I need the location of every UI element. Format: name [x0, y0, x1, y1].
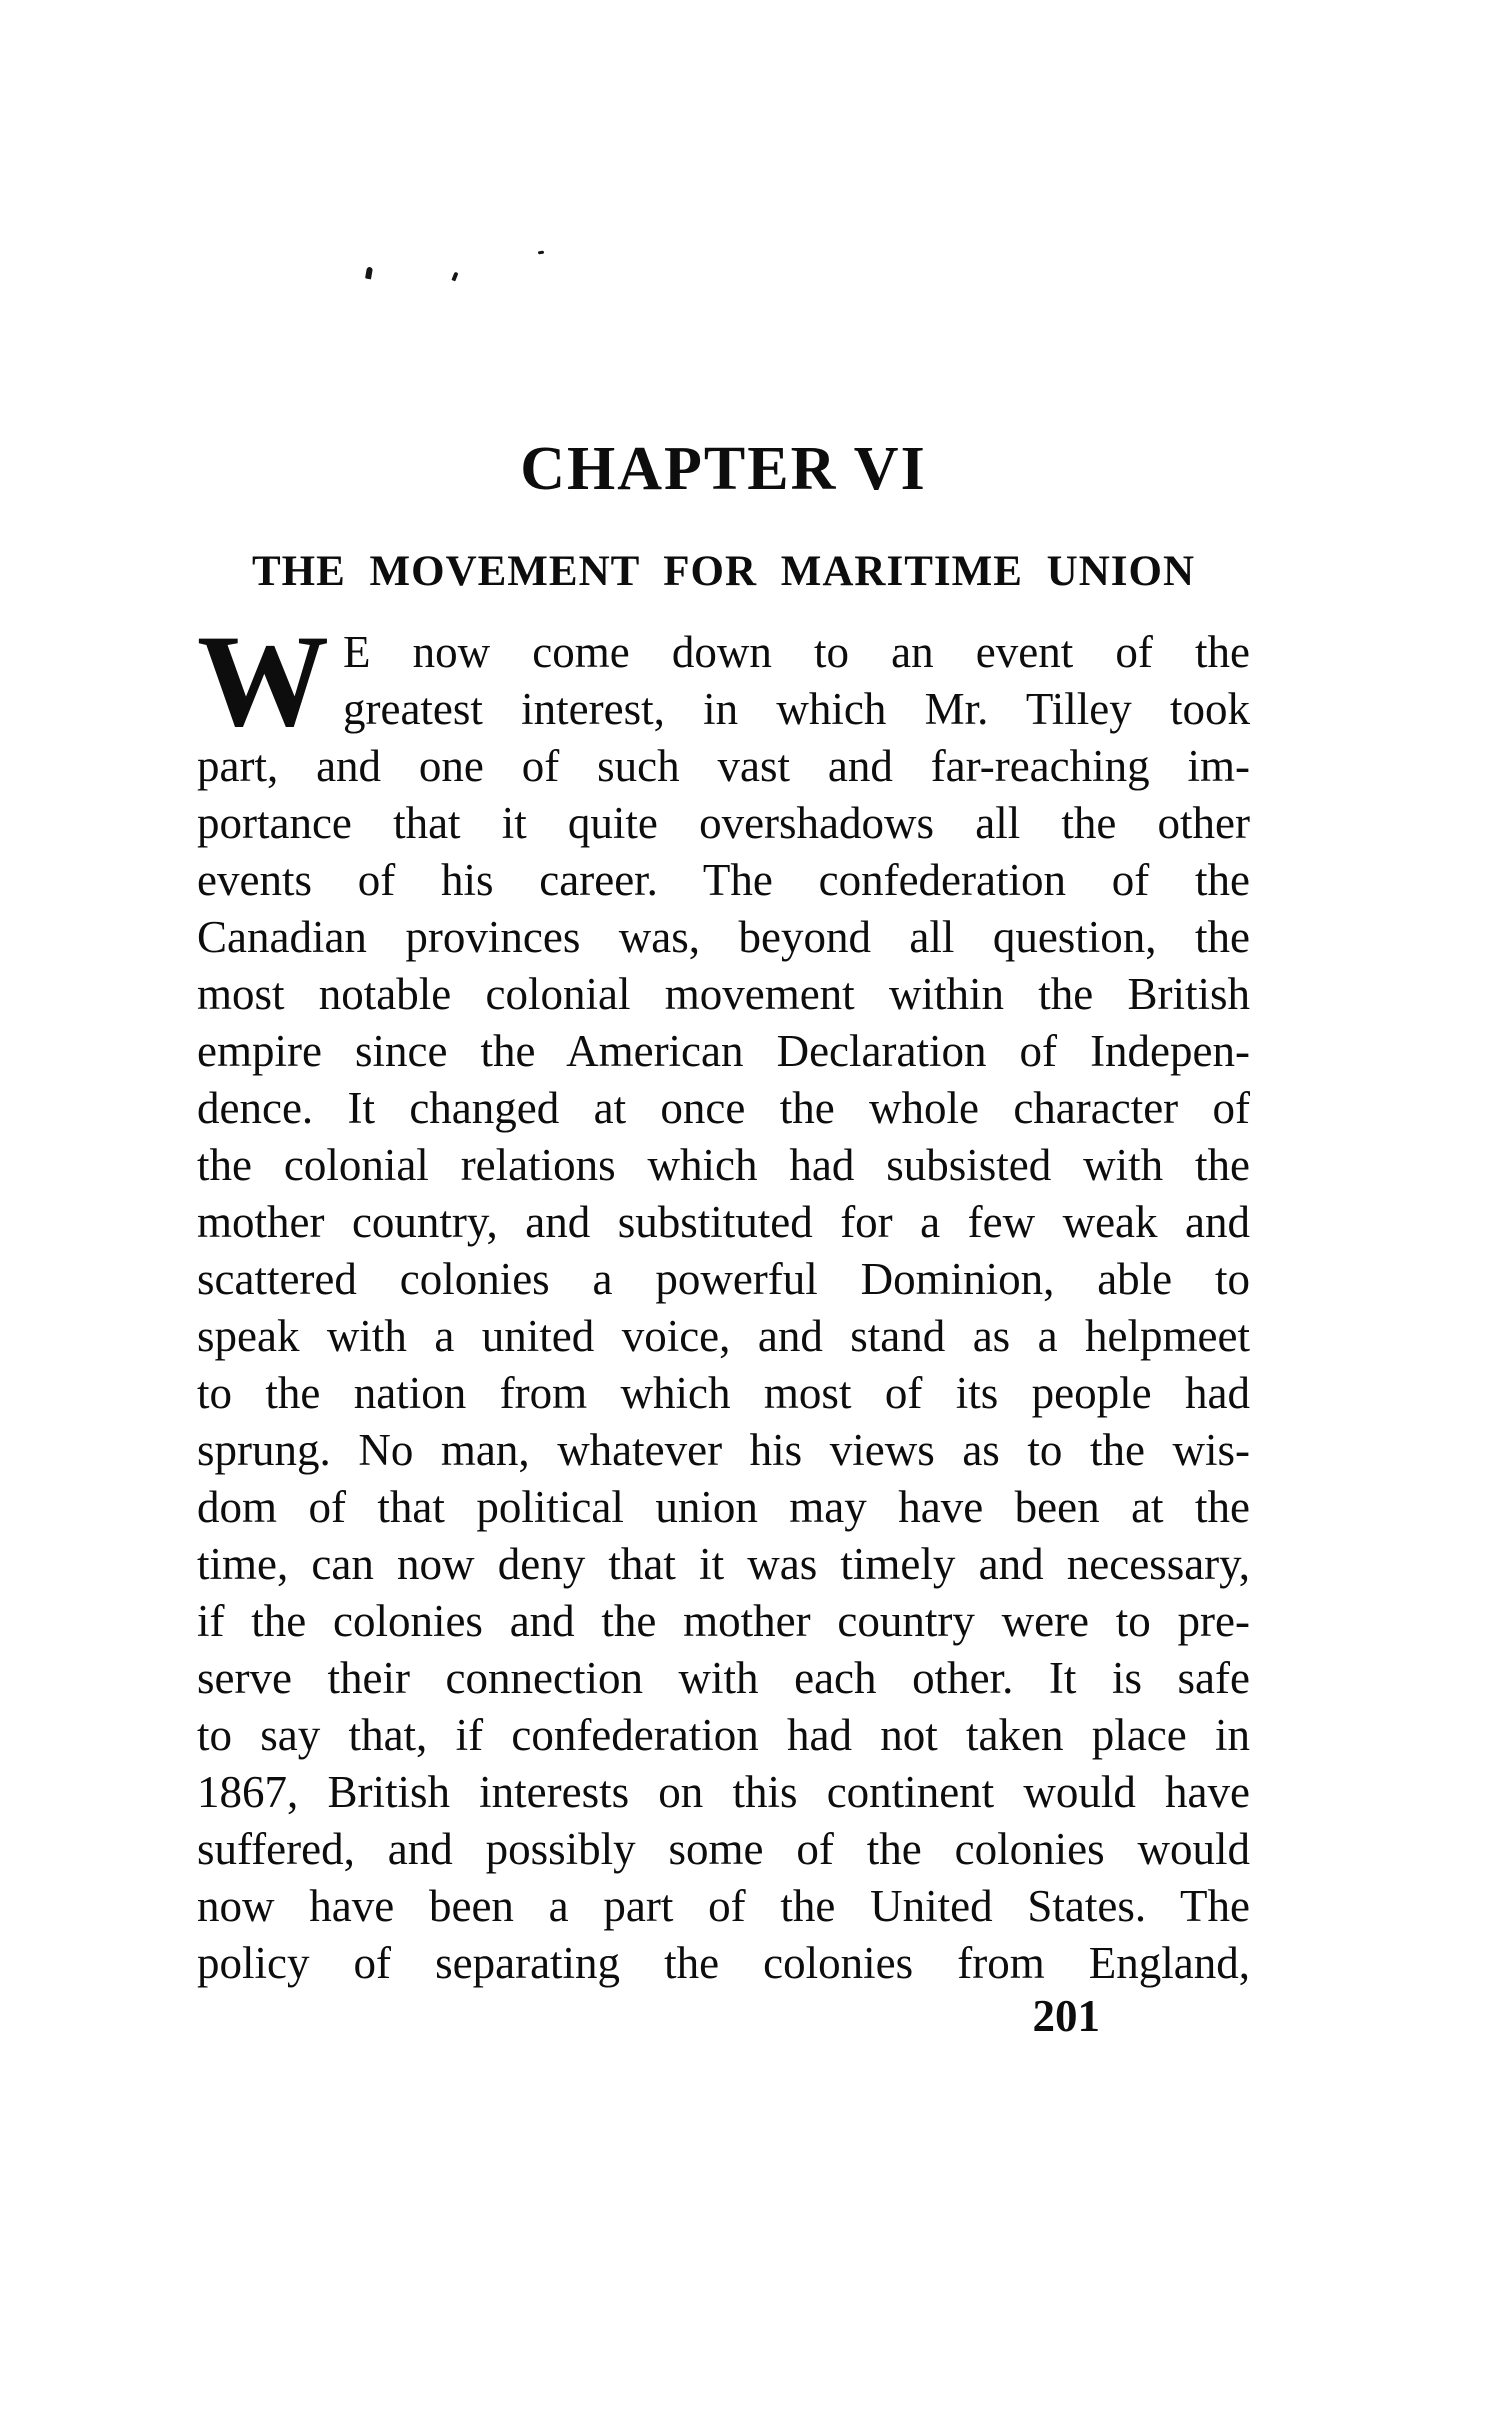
text-line: most notable colonial movement within the British [197, 969, 1250, 1019]
page-number: 201 [1032, 1991, 1100, 2041]
scan-speck [538, 251, 544, 255]
drop-cap: W [197, 607, 329, 754]
text-line: scattered colonies a powerful Dominion, able to [197, 1254, 1250, 1304]
chapter-heading: CHAPTER VI [520, 435, 927, 503]
text-line: suffered, and possibly some of the colonies would [197, 1824, 1250, 1874]
text-line: if the colonies and the mother country were to pre- [197, 1596, 1250, 1646]
text-line: part, and one of such vast and far-reaching im- [197, 741, 1250, 791]
text-line: E now come down to an event of the [343, 627, 1250, 677]
text-line: to the nation from which most of its people had [197, 1368, 1250, 1418]
text-line: now have been a part of the United States. The [197, 1881, 1250, 1931]
text-line: time, can now deny that it was timely and necessary, [197, 1539, 1250, 1589]
text-line: sprung. No man, whatever his views as to the wis- [197, 1425, 1250, 1475]
text-line: dom of that political union may have been at the [197, 1482, 1250, 1532]
text-line: greatest interest, in which Mr. Tilley took [343, 684, 1250, 734]
text-line: serve their connection with each other. It is safe [197, 1653, 1250, 1703]
text-line: 1867, British interests on this continent would have [197, 1767, 1250, 1817]
paragraph [197, 607, 1250, 1992]
chapter-subtitle: THE MOVEMENT FOR MARITIME UNION [251, 548, 1195, 595]
text-line: empire since the American Declaration of Indepen- [197, 1026, 1250, 1076]
scan-speck [451, 272, 458, 282]
text-line: dence. It changed at once the whole character of [197, 1083, 1250, 1133]
text-line: mother country, and substituted for a few weak and [197, 1197, 1250, 1247]
scan-speck [365, 267, 373, 280]
text-line: events of his career. The confederation of the [197, 855, 1250, 905]
text-line: Canadian provinces was, beyond all question, the [197, 912, 1250, 962]
text-line: portance that it quite overshadows all the other [197, 798, 1250, 848]
text-line: policy of separating the colonies from England, [197, 1938, 1250, 1988]
text-line: to say that, if confederation had not taken place in [197, 1710, 1250, 1760]
text-line: the colonial relations which had subsisted with the [197, 1140, 1250, 1190]
text-line: speak with a united voice, and stand as a helpmeet [197, 1311, 1250, 1361]
